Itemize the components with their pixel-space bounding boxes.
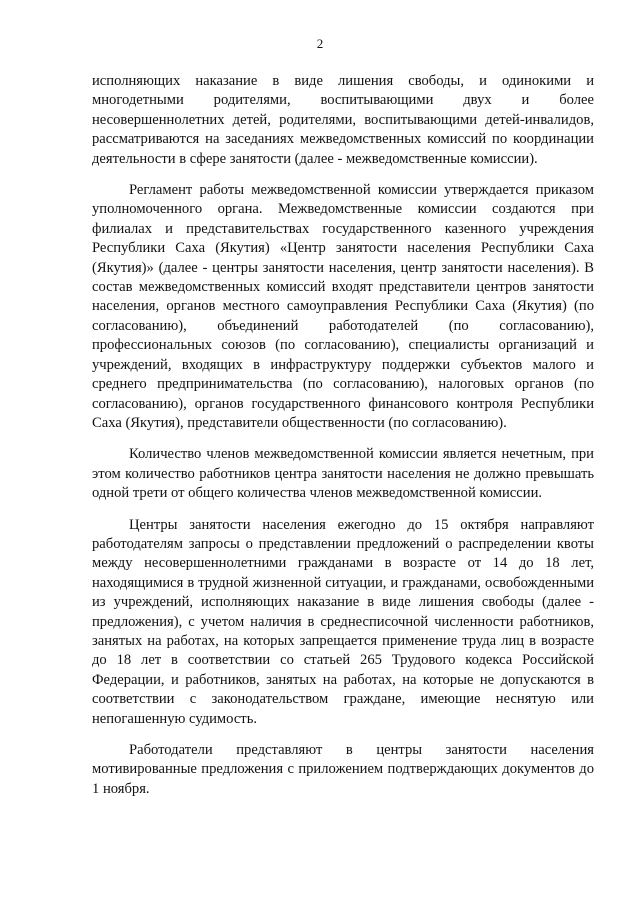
paragraph-employer-requests: Центры занятости населения ежегодно до 15 октября направляют работодателям запросы о представлении предложений о распределении квоты между несовершеннолетними гражданами в возрасте от 14 до 18 лет, находящимися в трудной жизненной ситуации, и гражданами, освобожденными из учреждений, исполняющих наказание в виде лишения свободы (далее - предложения), с учетом наличия в среднесписочной численности работников, занятых на работах, на которых запрещается применение труда лиц в возрасте до 18 лет в соответствии со статьей 265 Трудового кодекса Российской Федерации, и работников, занятых на работах, на которые не допускаются в соответствии с законодательством граждане, имеющие неснятую или непогашенную судимость. <box>92 516 594 727</box>
document-body <box>92 72 594 811</box>
paragraph-commission-members: Количество членов межведомственной комиссии является нечетным, при этом количество работников центра занятости населения не должно превышать одной трети от общего количества членов межведомственной комиссии. <box>92 446 594 502</box>
paragraph-commission-regulation: Регламент работы межведомственной комиссии утверждается приказом уполномоченного органа. Межведомственные комиссии создаются при филиалах и представительствах государственного казенного учреждения Республики Саха (Якутия) «Центр занятости населения Республики Саха (Якутия)» (далее - центры занятости населения, центр занятости населения). В состав межведомственных комиссий входят представители центров занятости населения, органов местного самоуправления Республики Саха (Якутия) (по согласованию), объединений работодателей (по согласованию), профессиональных союзов (по согласованию), специалисты организаций и учреждений, входящих в инфраструктуру поддержки субъектов малого и среднего предпринимательства (по согласованию), налоговых органов (по согласованию), органов государственного финансового контроля Республики Саха (Якутия), представители общественности (по согласованию). <box>92 182 594 431</box>
paragraph-employer-submissions: Работодатели представляют в центры занятости населения мотивированные предложения с приложением подтверждающих документов до 1 ноября. <box>92 742 594 797</box>
page-number: 2 <box>316 36 324 51</box>
paragraph-continuation: исполняющих наказание в виде лишения свободы, и одинокими и многодетными родителями, воспитывающими двух и более несовершеннолетних детей, родителями, воспитывающими детей-инвалидов, рассматриваются на заседаниях межведомственных комиссий по координации деятельности в сфере занятости (далее - межведомственные комиссии). <box>92 73 594 167</box>
